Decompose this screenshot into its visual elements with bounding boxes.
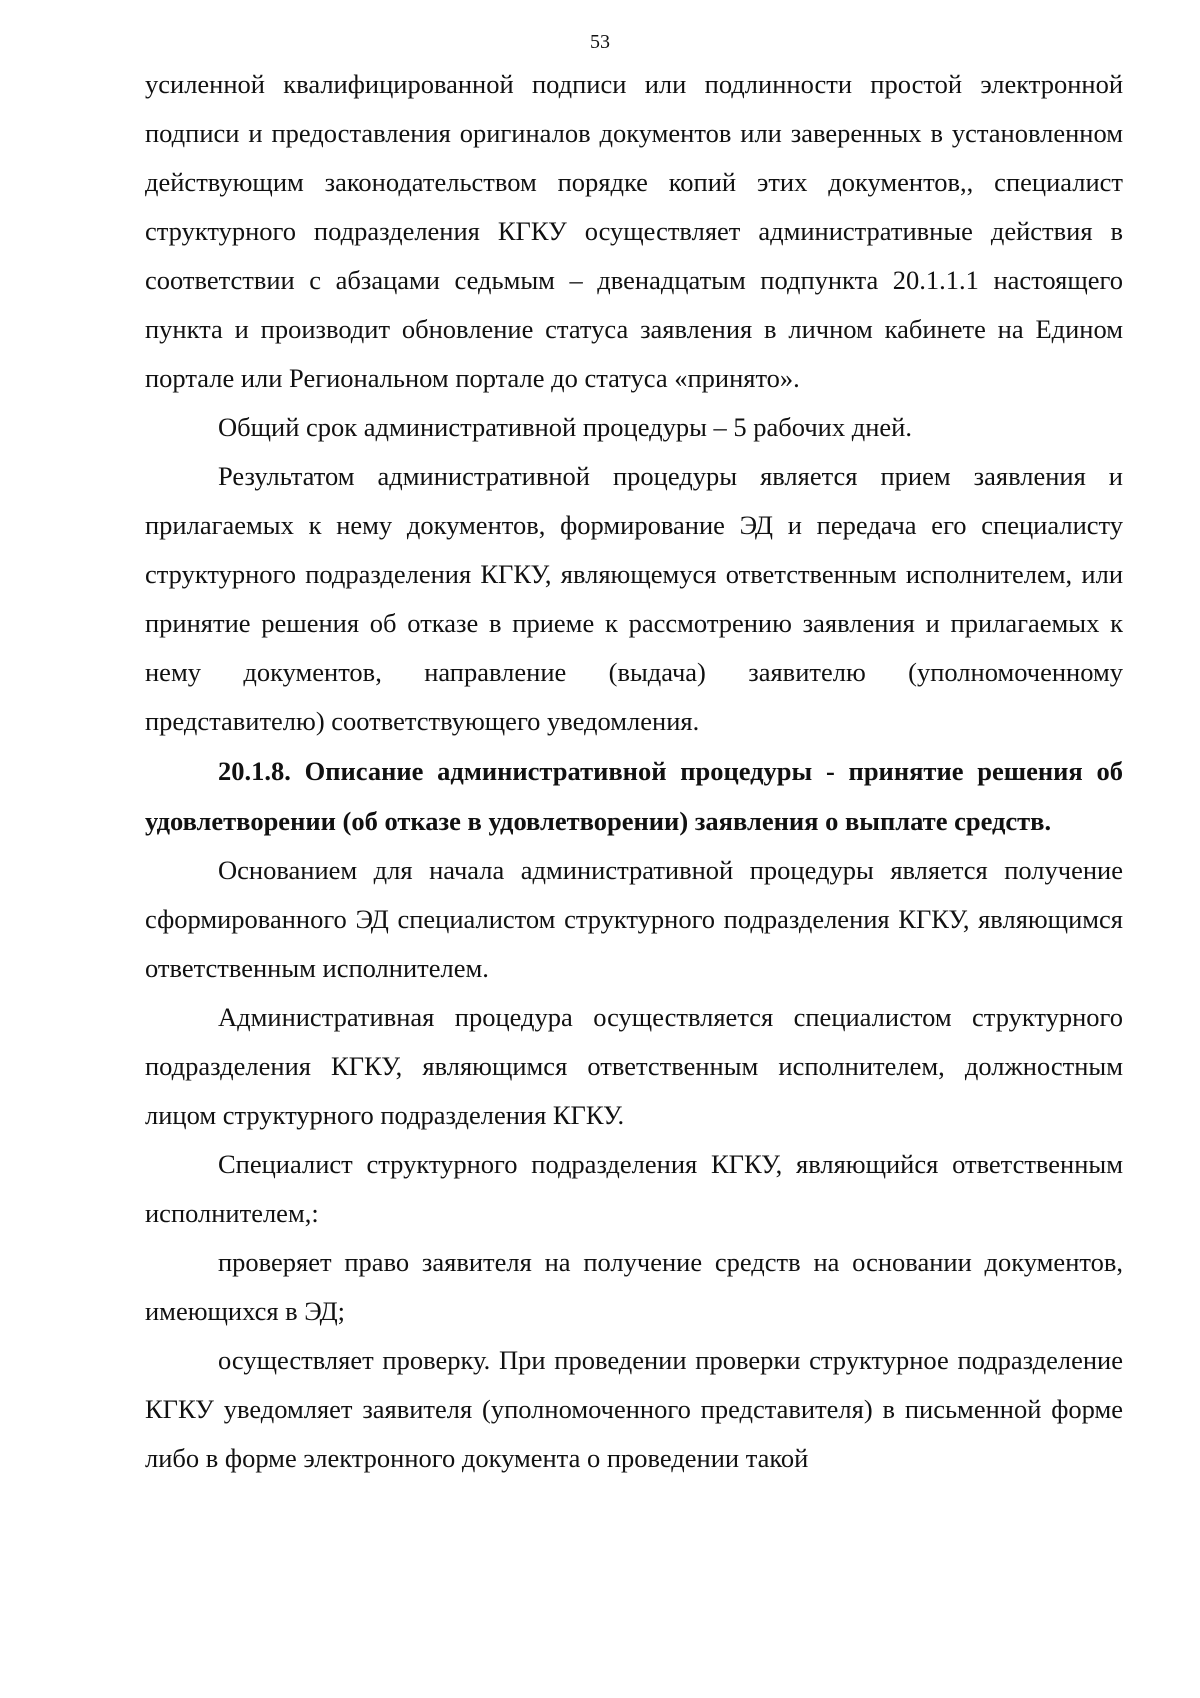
section-heading-20-1-8: 20.1.8. Описание административной процедуры - принятие решения об удовлетворении (об отказе в удовлетворении) заявления о выплате средств. xyxy=(145,756,1123,836)
paragraph-procedure-result: Результатом административной процедуры является прием заявления и прилагаемых к нему документов, формирование ЭД и передача его специалисту структурного подразделения КГКУ, являющемуся ответственным исполнителем, или принятие решения об отказе в приеме к рассмотрению заявления и прилагаемых к нему документов, направление (выдача) заявителю (уполномоченному представителю) соответствующего уведомления. xyxy=(145,461,1123,736)
paragraph-procedure-basis: Основанием для начала административной процедуры является получение сформированного ЭД специалистом структурного подразделения КГКУ, являющимся ответственным исполнителем. xyxy=(145,855,1123,983)
document-body xyxy=(145,60,1123,1483)
paragraph-continuation: усиленной квалифицированной подписи или подлинности простой электронной подписи и предоставления оригиналов документов или заверенных в установленном действующим законодательством порядке копий этих документов,, специалист структурного подразделения КГКУ осуществляет административные действия в соответствии с абзацами седьмым – двенадцатым подпункта 20.1.1.1 настоящего пункта и производит обновление статуса заявления в личном кабинете на Едином портале или Региональном портале до статуса «принято». xyxy=(145,69,1123,393)
paragraph-procedure-term: Общий срок административной процедуры – 5 рабочих дней. xyxy=(218,412,912,442)
page-number: 53 xyxy=(590,31,610,53)
paragraph-specialist-intro: Специалист структурного подразделения КГКУ, являющийся ответственным исполнителем,: xyxy=(145,1149,1123,1228)
paragraph-performs-check: осуществляет проверку. При проведении проверки структурное подразделение КГКУ уведомляет заявителя (уполномоченного представителя) в письменной форме либо в форме электронного документа о проведении такой xyxy=(145,1345,1123,1473)
paragraph-procedure-performer: Административная процедура осуществляется специалистом структурного подразделения КГКУ, являющимся ответственным исполнителем, должностным лицом структурного подразделения КГКУ. xyxy=(145,1002,1123,1130)
paragraph-checks-right: проверяет право заявителя на получение средств на основании документов, имеющихся в ЭД; xyxy=(145,1247,1123,1326)
